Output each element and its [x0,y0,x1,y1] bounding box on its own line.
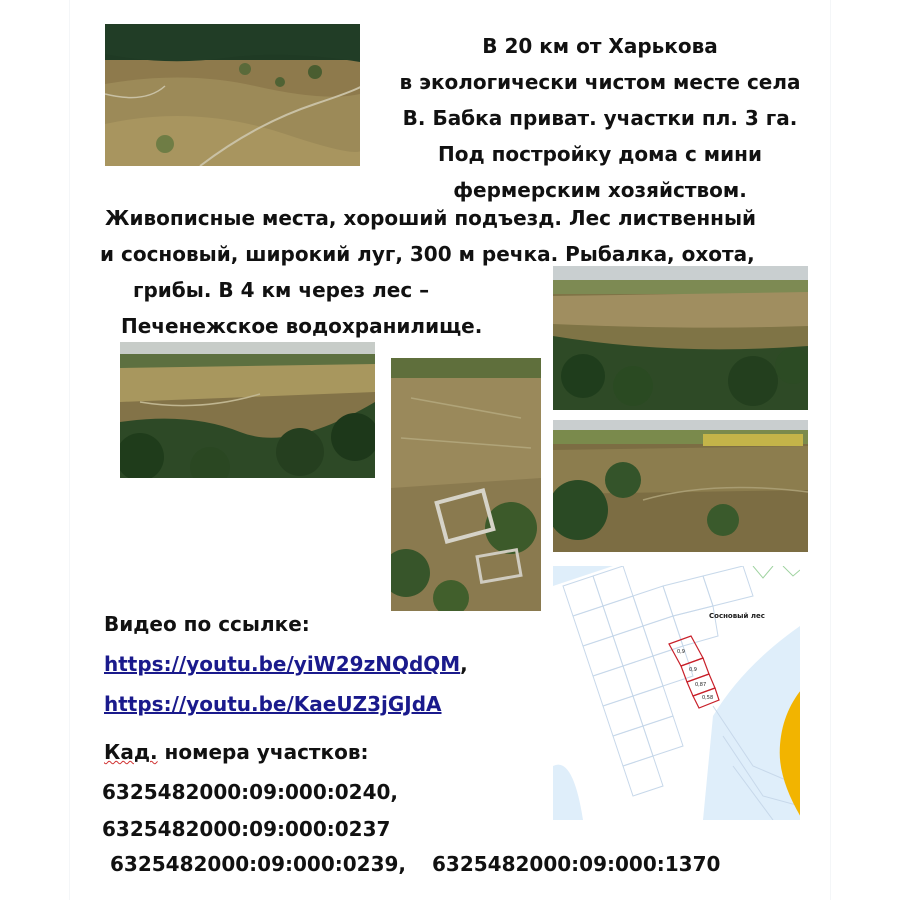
cadastral-label-rest: номера участков: [157,740,369,764]
cadastral-label [104,740,368,764]
aerial-photo-2 [553,266,808,410]
cadastral-map [553,566,800,820]
plot-area-label: 0,87 [695,682,707,688]
video-link-1-text[interactable]: https://youtu.be/yiW29zNQdQM [104,652,461,676]
plot-area-label: 0,9 [677,649,685,655]
description-line-1: Живописные места, хороший подъезд. Лес лиственный [105,206,757,230]
cadastral-label-abbr: Кад. [104,740,158,764]
aerial-photo-1 [105,24,360,166]
forest-label: Сосновый лес [709,612,765,620]
plot-area-label: 0,58 [702,695,714,701]
description-line-2: и сосновый, широкий луг, 300 м речка. Рыбалка, охота, [100,242,755,266]
aerial-photo-3 [120,342,375,478]
cadastral-number-3: 6325482000:09:000:0239, [110,852,406,876]
description-line-3: грибы. В 4 км через лес – [133,278,430,302]
aerial-photo-4 [391,358,541,611]
cadastral-number-4: 6325482000:09:000:1370 [432,852,721,876]
description-line-4: Печенежское водохранилище. [121,314,483,338]
headline-line-4: Под постройку дома с мини [438,142,762,166]
aerial-photo-5 [553,420,808,552]
video-label: Видео по ссылке: [104,612,310,636]
headline [380,28,820,208]
cadastral-number-2: 6325482000:09:000:0237 [102,817,391,841]
headline-line-1: В 20 км от Харькова [482,34,718,58]
plot-area-label: 0,9 [689,667,697,673]
video-link-2[interactable]: https://youtu.be/KaeUZ3jGJdA [104,692,442,716]
headline-line-5: фермерским хозяйством. [453,178,747,202]
headline-line-3: В. Бабка приват. участки пл. 3 га. [402,106,798,130]
location-pin-icon [755,654,800,820]
video-link-1[interactable] [104,652,468,676]
headline-line-2: в экологически чистом месте села [399,70,801,94]
cadastral-number-1: 6325482000:09:000:0240, [102,780,398,804]
link-separator: , [460,652,468,676]
